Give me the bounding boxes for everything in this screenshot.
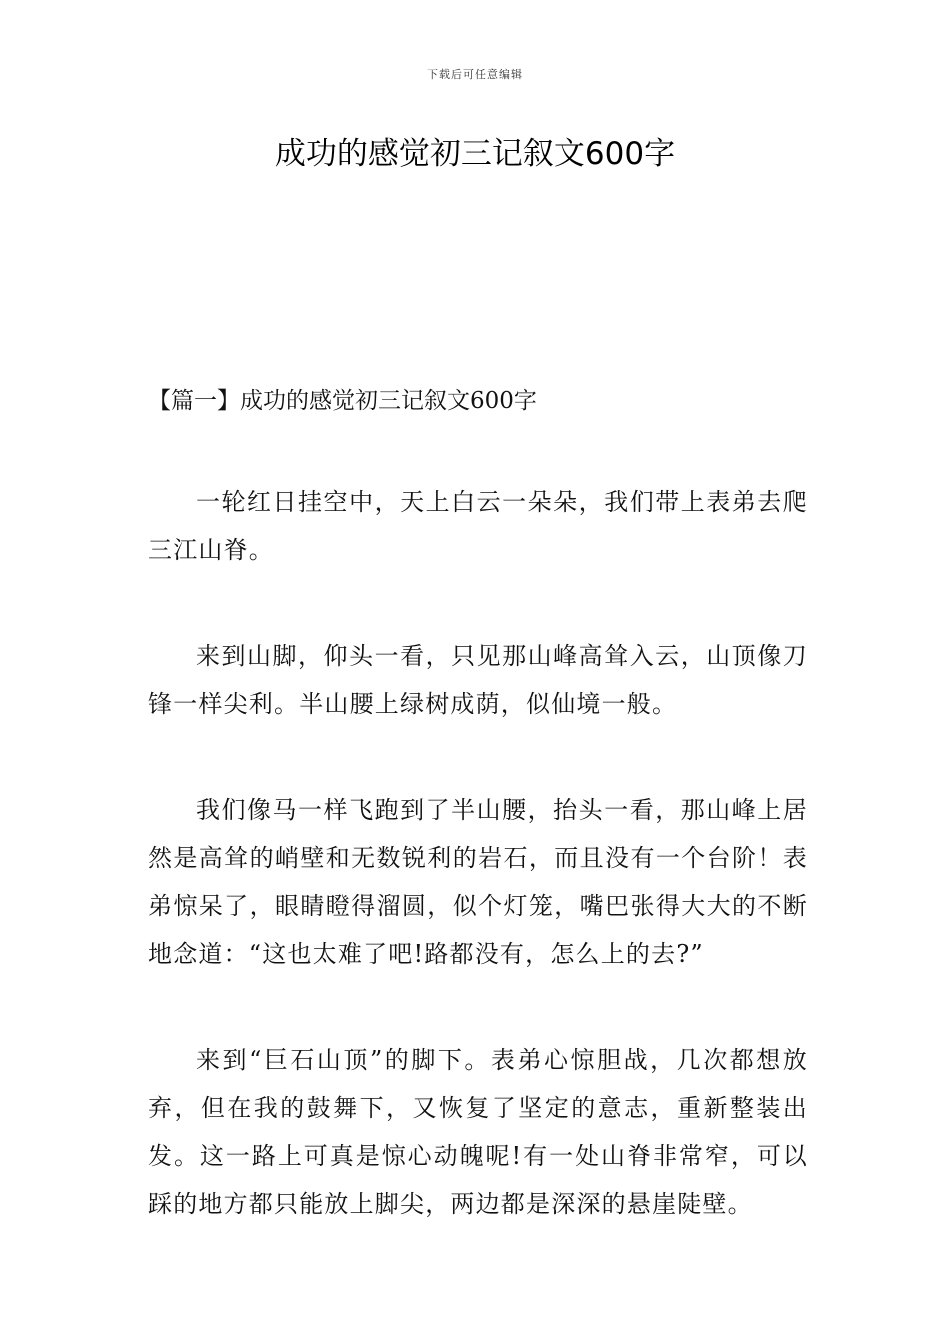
header-note: 下载后可任意编辑 (427, 68, 523, 81)
document-title: 成功的感觉初三记叙文600字 (274, 136, 676, 172)
section-heading: 【篇一】成功的感觉初三记叙文600字 (148, 388, 537, 414)
paragraph-4: 来到“巨石山顶”的脚下。表弟心惊胆战，几次都想放弃，但在我的鼓舞下，又恢复了坚定的意志，重新整装出发。这一路上可真是惊心动魄呢!有一处山脊非常窄，可以踩的地方都只能放上脚尖，两边都是深深的悬崖陡壁。 (148, 1046, 808, 1218)
paragraph-2: 来到山脚，仰头一看，只见那山峰高耸入云，山顶像刀锋一样尖利。半山腰上绿树成荫，似仙境一般。 (148, 642, 808, 718)
paragraph-3: 我们像马一样飞跑到了半山腰，抬头一看，那山峰上居然是高耸的峭壁和无数锐利的岩石，而且没有一个台阶！表弟惊呆了，眼睛瞪得溜圆，似个灯笼，嘴巴张得大大的不断地念道：“这也太难了吧!路都没有，怎么上的去?” (148, 796, 808, 968)
paragraph-1: 一轮红日挂空中，天上白云一朵朵，我们带上表弟去爬三江山脊。 (148, 488, 808, 564)
document-body (148, 478, 808, 1286)
